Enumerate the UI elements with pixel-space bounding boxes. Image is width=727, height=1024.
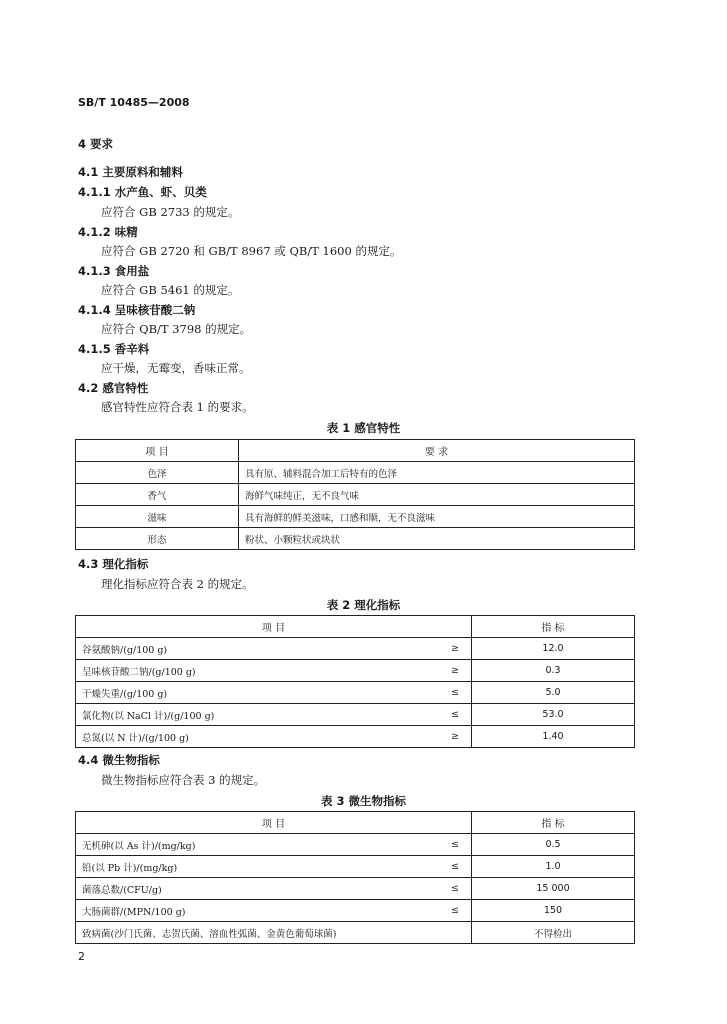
section-4-1-3-text: 应符合 GB 5461 的规定。 xyxy=(101,283,240,297)
table3-value: 0.5 xyxy=(472,834,635,856)
section-4-3-text: 理化指标应符合表 2 的规定。 xyxy=(101,577,254,591)
table2-operator: ≥ xyxy=(439,638,472,660)
table2-caption: 表 2 理化指标 xyxy=(326,598,401,612)
section-4-1-5-heading: 4.1.5 香辛料 xyxy=(78,342,150,356)
section-4-1-3-heading: 4.1.3 食用盐 xyxy=(78,264,150,278)
table2-item: 总氮(以 N 计)/(g/100 g) xyxy=(76,726,440,748)
section-4-2-text: 感官特性应符合表 1 的要求。 xyxy=(101,400,254,414)
table2-item: 氯化物(以 NaCl 计)/(g/100 g) xyxy=(76,704,440,726)
table-row xyxy=(76,900,635,922)
table2-value: 53.0 xyxy=(472,704,635,726)
table3-operator: ≤ xyxy=(439,900,472,922)
table3-value: 150 xyxy=(472,900,635,922)
section-4-1-2-text: 应符合 GB 2720 和 GB/T 8967 或 QB/T 1600 的规定。 xyxy=(101,244,402,258)
table-row xyxy=(76,834,635,856)
table2-item: 呈味核苷酸二钠/(g/100 g) xyxy=(76,660,440,682)
table3-operator: ≤ xyxy=(439,856,472,878)
table1-cell: 形态 xyxy=(76,528,239,550)
table2-header-index: 指 标 xyxy=(472,616,635,638)
table2-operator: ≤ xyxy=(439,704,472,726)
table3-item: 无机砷(以 As 计)/(mg/kg) xyxy=(76,834,440,856)
table2-item: 谷氨酸钠/(g/100 g) xyxy=(76,638,440,660)
table-row xyxy=(76,878,635,900)
table-row xyxy=(76,856,635,878)
table1-cell: 滋味 xyxy=(76,506,239,528)
table3-value: 不得检出 xyxy=(472,922,635,944)
section-4-4-heading: 4.4 微生物指标 xyxy=(78,753,160,767)
table1-header-requirement: 要 求 xyxy=(239,440,635,462)
table1-cell: 海鲜气味纯正，无不良气味 xyxy=(239,484,635,506)
table-row xyxy=(76,922,635,944)
table2-operator: ≤ xyxy=(439,682,472,704)
table-row xyxy=(76,726,635,748)
document-header: SB/T 10485—2008 xyxy=(78,96,190,109)
table1-cell: 具有原、辅料混合加工后特有的色泽 xyxy=(239,462,635,484)
section-4-heading: 4 要求 xyxy=(78,137,114,151)
section-4-1-4-heading: 4.1.4 呈味核苷酸二钠 xyxy=(78,303,196,317)
table3-value: 15 000 xyxy=(472,878,635,900)
table1-cell: 粉状、小颗粒状或块状 xyxy=(239,528,635,550)
table2-value: 12.0 xyxy=(472,638,635,660)
physicochemical-table xyxy=(75,615,635,748)
table3-operator: ≤ xyxy=(439,834,472,856)
section-4-1-5-text: 应干燥，无霉变，香味正常。 xyxy=(101,361,251,375)
page-number: 2 xyxy=(78,950,85,963)
table-row xyxy=(76,638,635,660)
table2-value: 5.0 xyxy=(472,682,635,704)
table2-operator: ≥ xyxy=(439,660,472,682)
sensory-table xyxy=(75,439,635,550)
table3-header-index: 指 标 xyxy=(472,812,635,834)
section-4-2-heading: 4.2 感官特性 xyxy=(78,381,149,395)
section-4-1-1-heading: 4.1.1 水产鱼、虾、贝类 xyxy=(78,185,207,199)
table3-item: 菌落总数/(CFU/g) xyxy=(76,878,440,900)
table-row xyxy=(76,704,635,726)
table3-item: 铅(以 Pb 计)/(mg/kg) xyxy=(76,856,440,878)
section-4-1-heading: 4.1 主要原料和辅料 xyxy=(78,165,183,179)
table-row xyxy=(76,682,635,704)
table1-cell: 具有海鲜的鲜美滋味，口感和顺，无不良滋味 xyxy=(239,506,635,528)
table1-cell: 色泽 xyxy=(76,462,239,484)
table3-header-item: 项 目 xyxy=(76,812,472,834)
section-4-4-text: 微生物指标应符合表 3 的规定。 xyxy=(101,773,266,787)
table2-value: 0.3 xyxy=(472,660,635,682)
table-row xyxy=(76,528,635,550)
table3-item: 大肠菌群/(MPN/100 g) xyxy=(76,900,440,922)
section-4-3-heading: 4.3 理化指标 xyxy=(78,557,149,571)
microbiological-table xyxy=(75,811,635,944)
section-4-1-2-heading: 4.1.2 味精 xyxy=(78,225,138,239)
table-row xyxy=(76,462,635,484)
table1-header-item: 项 目 xyxy=(76,440,239,462)
table-row xyxy=(76,484,635,506)
table2-header-item: 项 目 xyxy=(76,616,472,638)
table2-operator: ≥ xyxy=(439,726,472,748)
table2-value: 1.40 xyxy=(472,726,635,748)
table1-cell: 香气 xyxy=(76,484,239,506)
table3-caption: 表 3 微生物指标 xyxy=(320,794,406,808)
table1-caption: 表 1 感官特性 xyxy=(326,421,401,435)
table3-value: 1.0 xyxy=(472,856,635,878)
section-4-1-1-text: 应符合 GB 2733 的规定。 xyxy=(101,205,240,219)
table-row xyxy=(76,506,635,528)
section-4-1-4-text: 应符合 QB/T 3798 的规定。 xyxy=(101,322,252,336)
table2-item: 干燥失重/(g/100 g) xyxy=(76,682,440,704)
table3-item: 致病菌(沙门氏菌、志贺氏菌、溶血性弧菌、金黄色葡萄球菌) xyxy=(76,922,472,944)
table-row xyxy=(76,660,635,682)
table3-operator: ≤ xyxy=(439,878,472,900)
